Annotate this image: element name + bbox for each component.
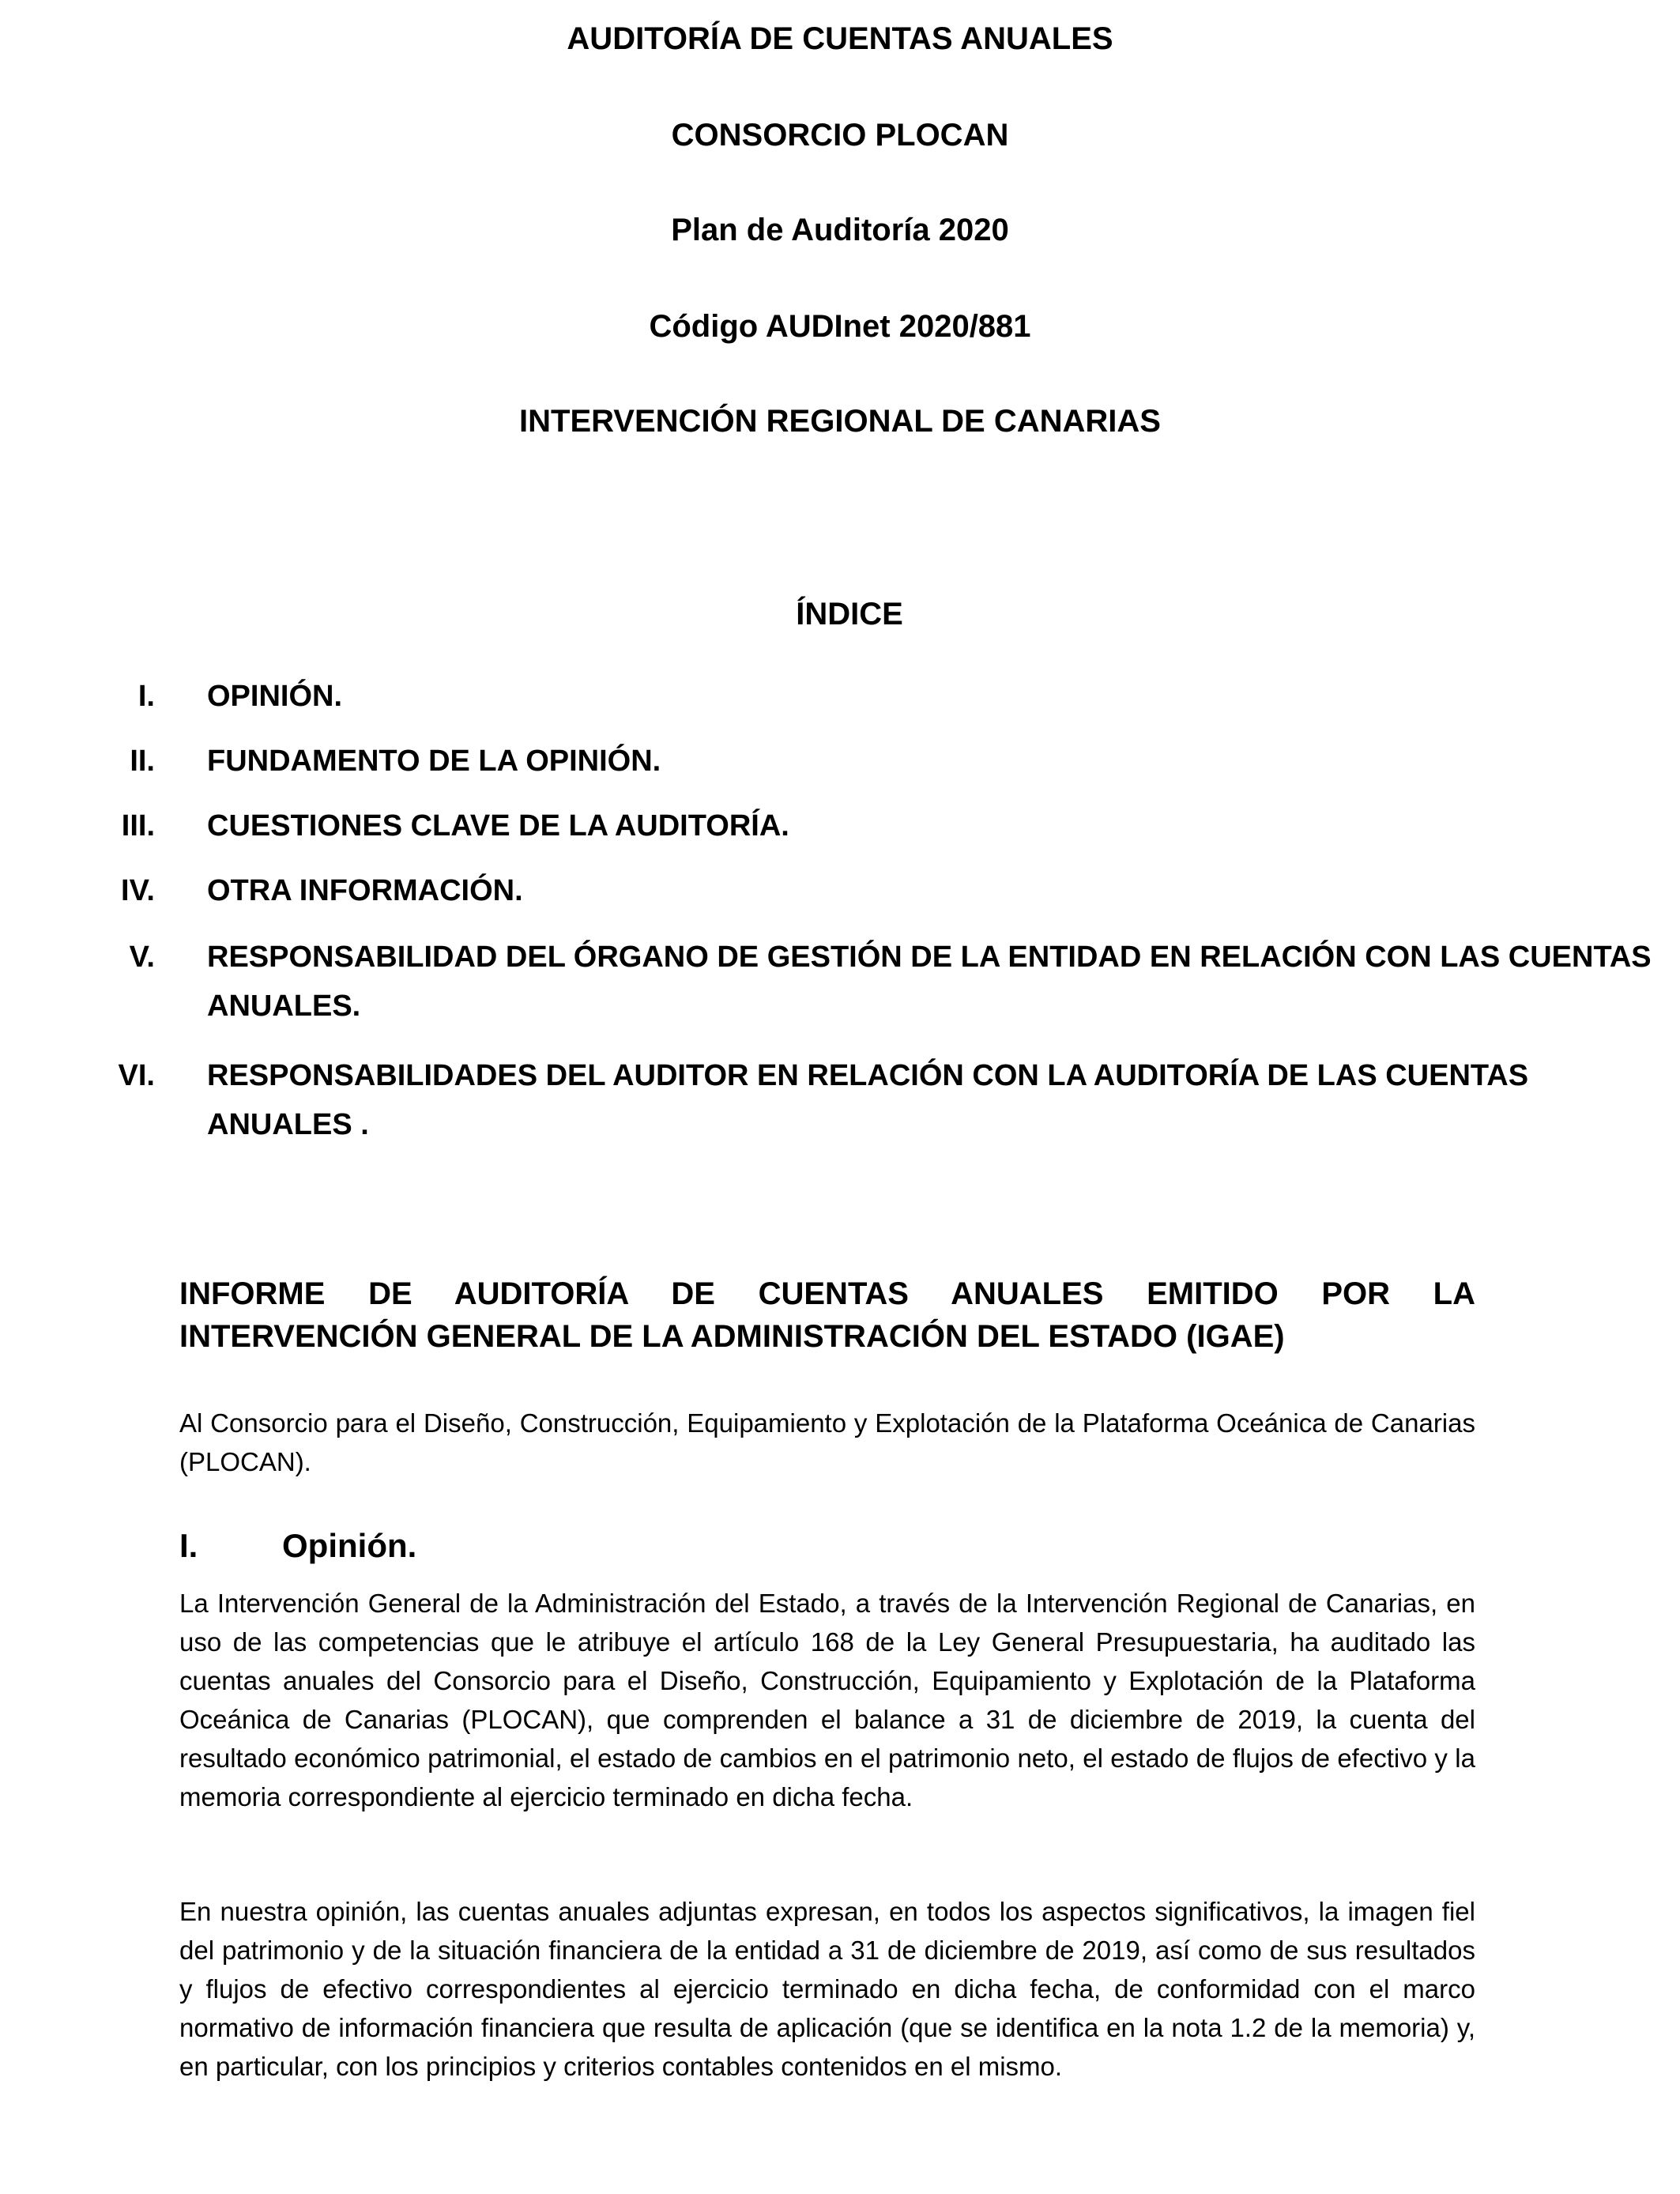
report-title-line: INFORME DE AUDITORÍA DE CUENTAS ANUALES EMITIDO POR LA (179, 1276, 1475, 1311)
addressee-paragraph: Al Consorcio para el Diseño, Construcción, Equipamiento y Explotación de la Plataforma Oceánica de Canarias (PLOCAN). (179, 1408, 1475, 1476)
index-item-number: VI. (118, 1059, 155, 1092)
section-heading (179, 1524, 416, 1568)
body-paragraph: La Intervención General de la Administración del Estado, a través de la Intervención Regional de Canarias, en uso de las competencias que le atribuye el artículo 168 de la Ley General Presupuestaria, ha auditado las cuentas anuales del Consorcio para el Diseño, Construcción, Equipamiento y Explotación de la Plataforma Oceánica de Canarias (PLOCAN), que comprenden el balance a 31 de diciembre de 2019, la cuenta del resultado económico patrimonial, el estado de cambios en el patrimonio neto, el estado de flujos de efectivo y la memoria correspondiente al ejercicio terminado en dicha fecha. (179, 1589, 1475, 1811)
header-code: Código AUDInet 2020/881 (649, 309, 1031, 344)
index-item-number: II. (130, 745, 155, 778)
header-entity: CONSORCIO PLOCAN (671, 118, 1009, 153)
index-title: ÍNDICE (796, 597, 903, 631)
index-item-text: OPINIÓN. (207, 680, 343, 713)
section-title: Opinión. (282, 1527, 417, 1564)
index-item-text: RESPONSABILIDADES DEL AUDITOR EN RELACIÓN CON LA AUDITORÍA DE LAS CUENTAS ANUALES . (207, 1059, 1529, 1141)
index-item-text: OTRA INFORMACIÓN. (207, 874, 523, 907)
section-number: I. (179, 1527, 198, 1564)
report-title-line: INTERVENCIÓN GENERAL DE LA ADMINISTRACIÓN DEL ESTADO (IGAE) (179, 1319, 1285, 1354)
report-title (179, 1272, 1475, 1358)
body-paragraph: En nuestra opinión, las cuentas anuales adjuntas expresan, en todos los aspectos significativos, la imagen fiel del patrimonio y de la situación financiera de la entidad a 31 de diciembre de 2019, así como de sus resultados y flujos de efectivo correspondientes al ejercicio terminado en dicha fecha, de conformidad con el marco normativo de información financiera que resulta de aplicación (que se identifica en la nota 1.2 de la memoria) y, en particular, con los principios y criterios contables contenidos en el mismo. (179, 1897, 1475, 2081)
index-item-text: CUESTIONES CLAVE DE LA AUDITORÍA. (207, 809, 789, 843)
index-item-number: III. (121, 809, 155, 843)
index-item-number: V. (129, 941, 155, 974)
header-plan: Plan de Auditoría 2020 (671, 213, 1009, 247)
header-office: INTERVENCIÓN REGIONAL DE CANARIAS (519, 404, 1161, 439)
index-item-text: FUNDAMENTO DE LA OPINIÓN. (207, 745, 661, 778)
index-item-text: RESPONSABILIDAD DEL ÓRGANO DE GESTIÓN DE LA ENTIDAD EN RELACIÓN CON LAS CUENTAS ANUALES. (207, 941, 1652, 1023)
header-title: AUDITORÍA DE CUENTAS ANUALES (567, 21, 1113, 56)
index-item-number: IV. (121, 874, 155, 907)
index-item-number: I. (137, 680, 155, 713)
